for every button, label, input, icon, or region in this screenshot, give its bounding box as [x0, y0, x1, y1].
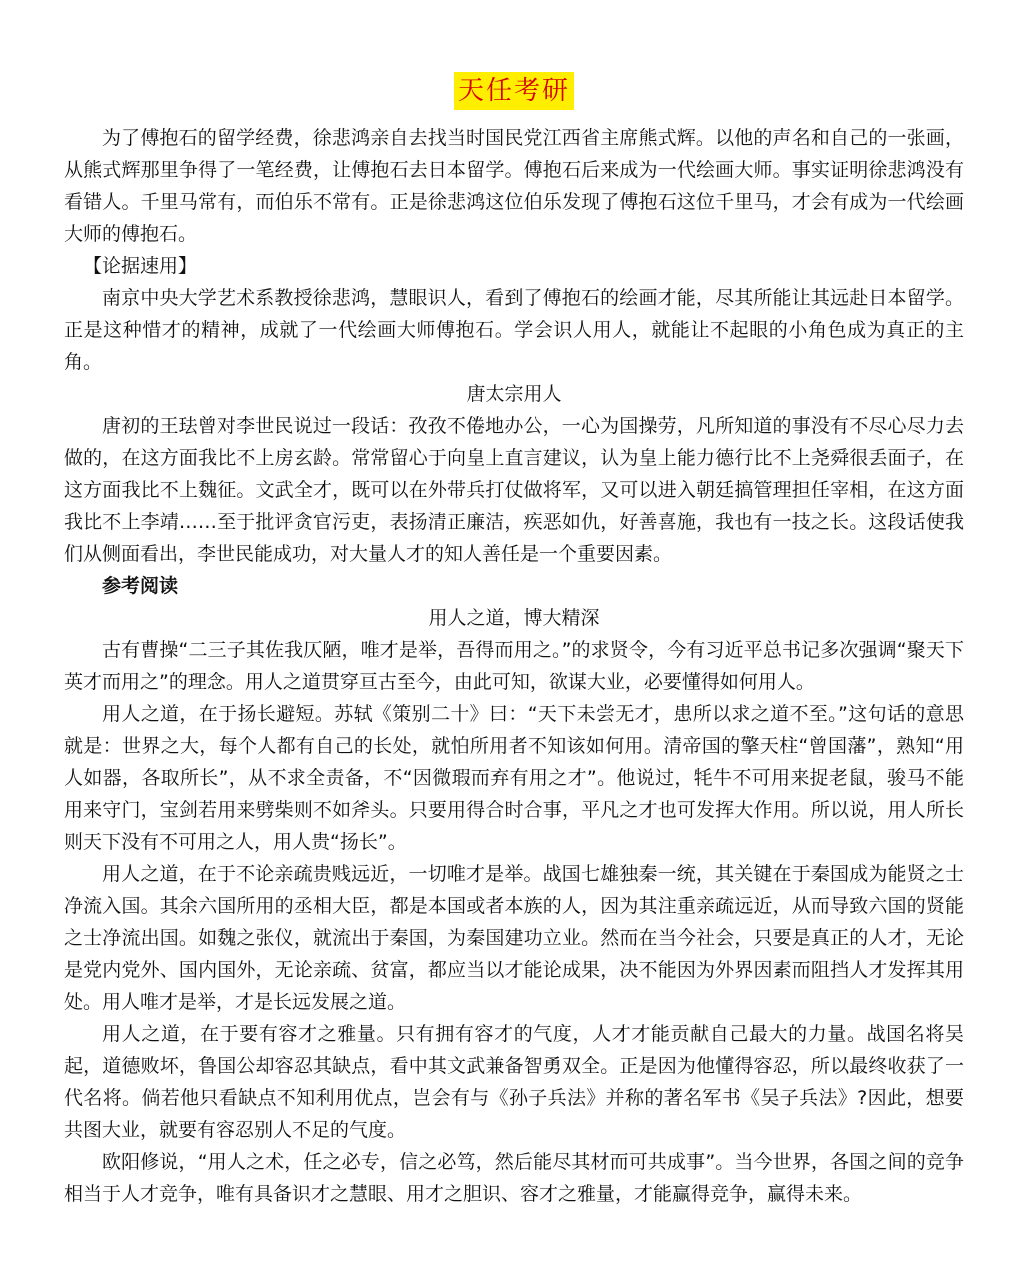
essay-title: 用人之道，博大精深	[428, 607, 600, 629]
essay-paragraph-3: 用人之道，在于不论亲疏贵贱远近，一切唯才是举。战国七雄独秦一统，其关键在于秦国成为能贤之士净流入国。其余六国所用的丞相大臣，都是本国或者本族的人，因为其注重亲疏远近，从而导致六国的贤能之士净流出国。如魏之张仪，就流出于秦国，为秦国建功立业。然而在当今社会，只要是真正的人才，无论是党内党外、国内国外，无论亲疏、贫富，都应当以才能论成果，决不能因为外界因素而阻挡人才发挥其用处。用人唯才是举，才是长远发展之道。	[64, 863, 964, 1013]
essay-paragraph-5: 欧阳修说，“用人之术，任之必专，信之必笃，然后能尽其材而可共成事”。当今世界，各国之间的竞争相当于人才竞争，唯有具备识才之慧眼、用才之胆识、容才之雅量，才能赢得竞争，赢得未来。	[64, 1151, 964, 1205]
essay-paragraph-4: 用人之道，在于要有容才之雅量。只有拥有容才的气度，人才才能贡献自己最大的力量。战国名将吴起，道德败坏，鲁国公却容忍其缺点，看中其文武兼备智勇双全。正是因为他懂得容忍，所以最终收获了一代名将。倘若他只看缺点不知利用优点，岂会有与《孙子兵法》并称的著名军书《吴子兵法》?因此，想要共图大业，就要有容忍别人不足的气度。	[64, 1023, 964, 1141]
banner-wrap	[64, 72, 964, 116]
intro-paragraph: 为了傅抱石的留学经费，徐悲鸿亲自去找当时国民党江西省主席熊式辉。以他的声名和自己的一张画，从熊式辉那里争得了一笔经费，让傅抱石去日本留学。傅抱石后来成为一代绘画大师。事实证明徐悲鸿没有看错人。千里马常有，而伯乐不常有。正是徐悲鸿这位伯乐发现了傅抱石这位千里马，才会有成为一代绘画大师的傅抱石。	[64, 127, 964, 245]
tang-paragraph: 唐初的王珐曾对李世民说过一段话：孜孜不倦地办公，一心为国操劳，凡所知道的事没有不尽心尽力去做的，在这方面我比不上房玄龄。常常留心于向皇上直言建议，认为皇上能力德行比不上尧舜很丢面子，在这方面我比不上魏征。文武全才，既可以在外带兵打仗做将军，又可以进入朝廷搞管理担任宰相，在这方面我比不上李靖……至于批评贪官污吏，表扬清正廉洁，疾恶如仇，好善喜施，我也有一技之长。这段话使我们从侧面看出，李世民能成功，对大量人才的知人善任是一个重要因素。	[64, 415, 964, 565]
essay-paragraph-2: 用人之道，在于扬长避短。苏轼《策别二十》曰：“天下未尝无才，患所以求之道不至。”这句话的意思就是：世界之大，每个人都有自己的长处，就怕所用者不知该如何用。清帝国的擎天柱“曾国藩”，熟知“用人如器，各取所长”，从不求全责备，不“因微瑕而弃有用之才”。他说过，牦牛不可用来捉老鼠，骏马不能用来守门，宝剑若用来劈柴则不如斧头。只要用得合时合事，平凡之才也可发挥大作用。所以说，用人所长则天下没有不可用之人，用人贵“扬长”。	[64, 703, 964, 853]
document-page	[64, 72, 964, 1210]
usage-paragraph: 南京中央大学艺术系教授徐悲鸿，慧眼识人，看到了傅抱石的绘画才能，尽其所能让其远赴日本留学。正是这种惜才的精神，成就了一代绘画大师傅抱石。学会识人用人，就能让不起眼的小角色成为真正的主角。	[64, 287, 964, 373]
section-title-tang: 唐太宗用人	[466, 383, 562, 405]
banner-title: 天任考研	[454, 72, 574, 110]
essay-paragraph-1: 古有曹操“二三子其佐我仄陋，唯才是举，吾得而用之。”的求贤令，今有习近平总书记多次强调“聚天下英才而用之”的理念。用人之道贯穿亘古至今，由此可知，欲谋大业，必要懂得如何用人。	[64, 639, 964, 693]
usage-tag: 【论据速用】	[83, 255, 198, 277]
reading-label: 参考阅读	[102, 575, 179, 597]
